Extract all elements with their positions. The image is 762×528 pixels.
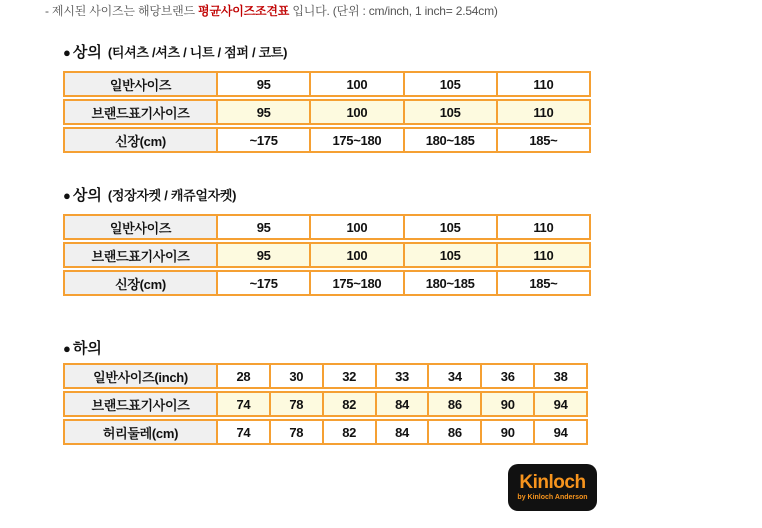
section-bottoms (63, 340, 588, 445)
data-cell: 105 (403, 214, 498, 240)
data-cell: 33 (375, 363, 430, 389)
section-tops-jackets (63, 187, 591, 296)
data-cell: 100 (309, 99, 404, 125)
data-cell: 105 (403, 99, 498, 125)
table-row (63, 391, 588, 417)
data-cell: 175~180 (309, 127, 404, 153)
table-row (63, 270, 591, 296)
size-table-tops-jackets (63, 214, 591, 296)
data-cell: 95 (216, 242, 311, 268)
data-cell: 78 (269, 391, 324, 417)
logo-brand-text: Kinloch (519, 472, 586, 493)
data-cell: ~175 (216, 127, 311, 153)
section-name: 상의 (72, 187, 102, 204)
row-header-cell: 허리둘레(cm) (63, 419, 218, 445)
section-name: 하의 (72, 340, 102, 357)
data-cell: 100 (309, 214, 404, 240)
row-header-cell: 일반사이즈 (63, 214, 218, 240)
data-cell: 105 (403, 71, 498, 97)
data-cell: 74 (216, 419, 271, 445)
data-cell: 78 (269, 419, 324, 445)
size-table-bottoms (63, 363, 588, 445)
row-header-cell: 일반사이즈 (63, 71, 218, 97)
row-header-cell: 브랜드표기사이즈 (63, 99, 218, 125)
section-title (63, 340, 588, 358)
data-cell: 74 (216, 391, 271, 417)
data-cell: 82 (322, 419, 377, 445)
data-cell: 100 (309, 242, 404, 268)
data-cell: 185~ (496, 127, 591, 153)
section-title (63, 44, 591, 62)
section-subtitle: (티셔츠 /셔츠 / 니트 / 점퍼 / 코트) (107, 45, 288, 60)
data-cell: 175~180 (309, 270, 404, 296)
size-note (45, 3, 498, 19)
bullet-icon: ● (63, 341, 71, 356)
data-cell: 185~ (496, 270, 591, 296)
table-row (63, 99, 591, 125)
data-cell: 180~185 (403, 127, 498, 153)
data-cell: 84 (375, 419, 430, 445)
data-cell: 82 (322, 391, 377, 417)
data-cell: 105 (403, 242, 498, 268)
data-cell: 110 (496, 214, 591, 240)
note-highlight: 평균사이즈조견표 (198, 4, 290, 18)
table-row (63, 419, 588, 445)
data-cell: 30 (269, 363, 324, 389)
bullet-icon: ● (63, 188, 71, 203)
data-cell: 110 (496, 71, 591, 97)
table-row (63, 214, 591, 240)
data-cell: 28 (216, 363, 271, 389)
data-cell: 86 (427, 419, 482, 445)
data-cell: 110 (496, 99, 591, 125)
table-row (63, 242, 591, 268)
table-row (63, 127, 591, 153)
data-cell: 90 (480, 419, 535, 445)
row-header-cell: 신장(cm) (63, 270, 218, 296)
size-table-tops-casual (63, 71, 591, 153)
data-cell: 84 (375, 391, 430, 417)
data-cell: 86 (427, 391, 482, 417)
data-cell: 100 (309, 71, 404, 97)
data-cell: 32 (322, 363, 377, 389)
data-cell: 94 (533, 419, 588, 445)
kinloch-logo (508, 464, 597, 511)
data-cell: 94 (533, 391, 588, 417)
data-cell: 95 (216, 214, 311, 240)
section-subtitle: (정장자켓 / 캐쥬얼자켓) (107, 188, 237, 203)
section-name: 상의 (72, 44, 102, 61)
data-cell: 36 (480, 363, 535, 389)
row-header-cell: 신장(cm) (63, 127, 218, 153)
section-tops-casual (63, 44, 591, 153)
data-cell: 180~185 (403, 270, 498, 296)
bullet-icon: ● (63, 45, 71, 60)
data-cell: ~175 (216, 270, 311, 296)
data-cell: 110 (496, 242, 591, 268)
table-row (63, 71, 591, 97)
note-prefix: - 제시된 사이즈는 해당브랜드 (45, 4, 199, 18)
row-header-cell: 브랜드표기사이즈 (63, 242, 218, 268)
logo-byline-text: by Kinloch Anderson (517, 494, 588, 501)
row-header-cell: 브랜드표기사이즈 (63, 391, 218, 417)
data-cell: 95 (216, 99, 311, 125)
data-cell: 38 (533, 363, 588, 389)
data-cell: 90 (480, 391, 535, 417)
data-cell: 95 (216, 71, 311, 97)
table-row (63, 363, 588, 389)
note-suffix: 입니다. (단위 : cm/inch, 1 inch= 2.54cm) (289, 4, 498, 18)
row-header-cell: 일반사이즈(inch) (63, 363, 218, 389)
section-title (63, 187, 591, 205)
data-cell: 34 (427, 363, 482, 389)
